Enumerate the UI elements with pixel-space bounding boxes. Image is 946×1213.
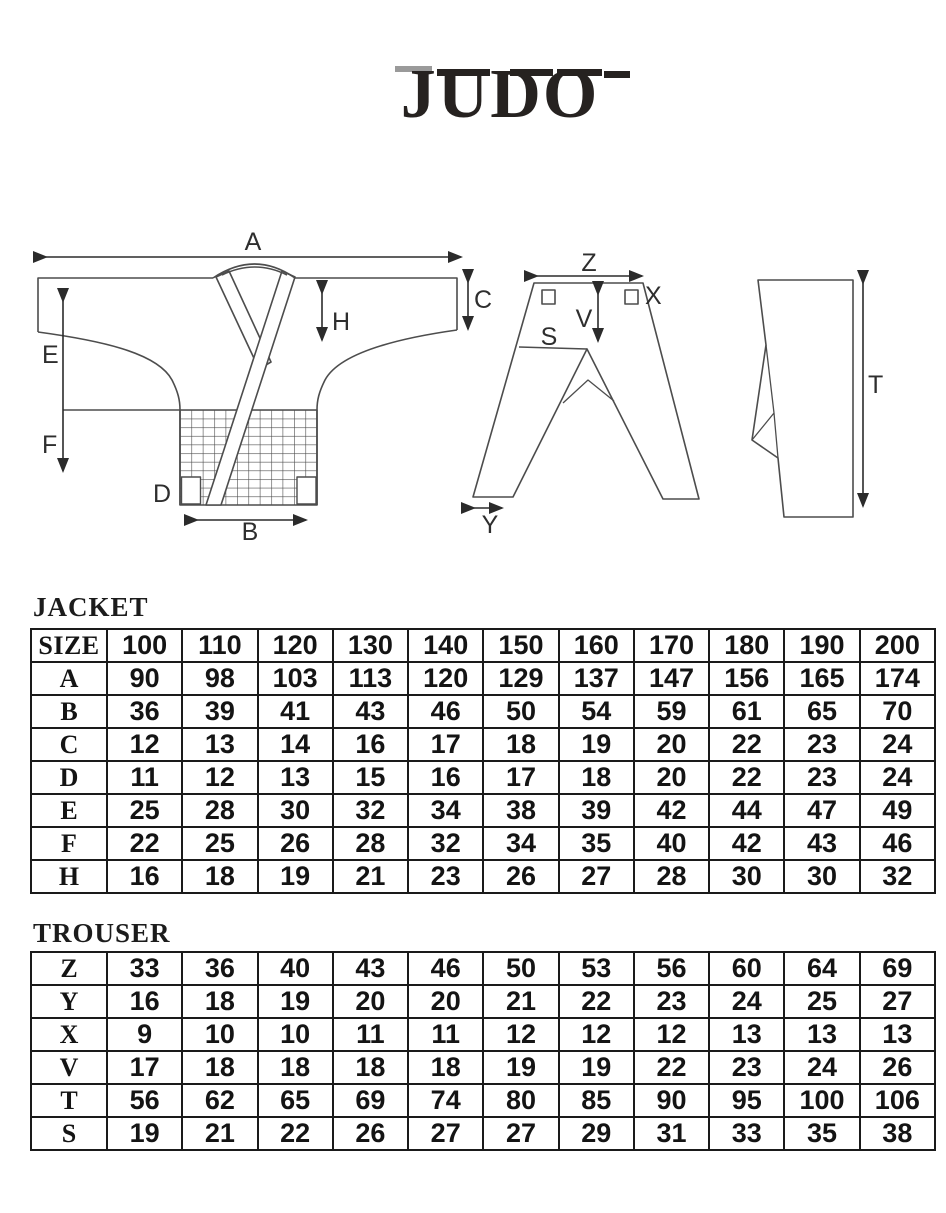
table-cell: 129 bbox=[483, 662, 558, 695]
table-cell: 65 bbox=[784, 695, 859, 728]
table-cell: 64 bbox=[784, 952, 859, 985]
table-cell: 10 bbox=[258, 1018, 333, 1051]
table-cell: 59 bbox=[634, 695, 709, 728]
table-cell: 100 bbox=[784, 1084, 859, 1117]
jacket-vent-left bbox=[182, 477, 201, 504]
table-cell: 120 bbox=[408, 662, 483, 695]
table-cell: 27 bbox=[559, 860, 634, 893]
row-label: V bbox=[31, 1051, 107, 1084]
table-cell: 62 bbox=[182, 1084, 257, 1117]
row-label: D bbox=[31, 761, 107, 794]
table-cell: 33 bbox=[107, 952, 182, 985]
size-col-header: 120 bbox=[258, 629, 333, 662]
table-cell: 13 bbox=[258, 761, 333, 794]
table-cell: 12 bbox=[634, 1018, 709, 1051]
table-cell: 27 bbox=[483, 1117, 558, 1150]
table-cell: 19 bbox=[559, 728, 634, 761]
table-cell: 113 bbox=[333, 662, 408, 695]
table-cell: 34 bbox=[483, 827, 558, 860]
table-cell: 65 bbox=[258, 1084, 333, 1117]
measurement-diagrams bbox=[0, 0, 946, 560]
table-cell: 42 bbox=[634, 794, 709, 827]
table-cell: 22 bbox=[709, 728, 784, 761]
table-cell: 13 bbox=[709, 1018, 784, 1051]
measure-label-t: T bbox=[868, 371, 884, 399]
table-cell: 19 bbox=[107, 1117, 182, 1150]
table-cell: 38 bbox=[483, 794, 558, 827]
table-cell: 40 bbox=[634, 827, 709, 860]
table-cell: 106 bbox=[860, 1084, 935, 1117]
table-cell: 33 bbox=[709, 1117, 784, 1150]
jacket-size-table bbox=[30, 628, 936, 894]
table-cell: 25 bbox=[784, 985, 859, 1018]
table-cell: 42 bbox=[709, 827, 784, 860]
belt-loop-right bbox=[625, 290, 638, 304]
table-cell: 18 bbox=[182, 1051, 257, 1084]
table-cell: 16 bbox=[408, 761, 483, 794]
table-cell: 32 bbox=[333, 794, 408, 827]
table-cell: 165 bbox=[784, 662, 859, 695]
table-cell: 39 bbox=[559, 794, 634, 827]
table-row bbox=[31, 952, 935, 985]
table-cell: 22 bbox=[634, 1051, 709, 1084]
table-cell: 16 bbox=[333, 728, 408, 761]
table-row bbox=[31, 728, 935, 761]
table-row bbox=[31, 1084, 935, 1117]
table-row bbox=[31, 629, 935, 662]
table-cell: 49 bbox=[860, 794, 935, 827]
table-cell: 80 bbox=[483, 1084, 558, 1117]
table-cell: 13 bbox=[784, 1018, 859, 1051]
table-cell: 69 bbox=[860, 952, 935, 985]
jacket-heading: JACKET bbox=[33, 592, 149, 622]
table-cell: 12 bbox=[483, 1018, 558, 1051]
measure-label-e: E bbox=[42, 341, 59, 369]
table-cell: 34 bbox=[408, 794, 483, 827]
table-cell: 28 bbox=[634, 860, 709, 893]
table-cell: 18 bbox=[182, 860, 257, 893]
size-col-header: 180 bbox=[709, 629, 784, 662]
table-row bbox=[31, 794, 935, 827]
table-cell: 31 bbox=[634, 1117, 709, 1150]
table-cell: 47 bbox=[784, 794, 859, 827]
table-row bbox=[31, 1051, 935, 1084]
row-label: Z bbox=[31, 952, 107, 985]
table-cell: 54 bbox=[559, 695, 634, 728]
table-cell: 50 bbox=[483, 695, 558, 728]
table-cell: 32 bbox=[408, 827, 483, 860]
table-cell: 20 bbox=[408, 985, 483, 1018]
table-cell: 24 bbox=[860, 761, 935, 794]
size-col-header: 100 bbox=[107, 629, 182, 662]
table-cell: 18 bbox=[333, 1051, 408, 1084]
table-cell: 23 bbox=[634, 985, 709, 1018]
table-cell: 74 bbox=[408, 1084, 483, 1117]
table-cell: 21 bbox=[333, 860, 408, 893]
table-cell: 23 bbox=[784, 761, 859, 794]
row-label: F bbox=[31, 827, 107, 860]
size-col-header: 130 bbox=[333, 629, 408, 662]
table-row bbox=[31, 860, 935, 893]
row-label: E bbox=[31, 794, 107, 827]
table-cell: 11 bbox=[107, 761, 182, 794]
table-cell: 19 bbox=[258, 860, 333, 893]
measure-label-a: A bbox=[244, 228, 262, 256]
table-cell: 40 bbox=[258, 952, 333, 985]
table-cell: 28 bbox=[182, 794, 257, 827]
table-cell: 60 bbox=[709, 952, 784, 985]
size-col-header: 170 bbox=[634, 629, 709, 662]
size-col-header: 200 bbox=[860, 629, 935, 662]
table-cell: 26 bbox=[333, 1117, 408, 1150]
table-cell: 22 bbox=[709, 761, 784, 794]
trouser-side-diagram bbox=[752, 280, 883, 517]
table-cell: 32 bbox=[860, 860, 935, 893]
trouser-heading: TROUSER bbox=[33, 918, 171, 948]
table-cell: 22 bbox=[258, 1117, 333, 1150]
row-label: C bbox=[31, 728, 107, 761]
table-cell: 17 bbox=[483, 761, 558, 794]
table-cell: 24 bbox=[709, 985, 784, 1018]
jacket-vent-right bbox=[297, 477, 316, 504]
trouser-front-diagram bbox=[473, 249, 699, 539]
table-cell: 21 bbox=[483, 985, 558, 1018]
table-cell: 20 bbox=[333, 985, 408, 1018]
table-cell: 19 bbox=[483, 1051, 558, 1084]
table-cell: 23 bbox=[784, 728, 859, 761]
table-cell: 43 bbox=[333, 695, 408, 728]
size-col-header: 160 bbox=[559, 629, 634, 662]
row-label: Y bbox=[31, 985, 107, 1018]
table-cell: 41 bbox=[258, 695, 333, 728]
table-cell: 23 bbox=[408, 860, 483, 893]
table-cell: 12 bbox=[182, 761, 257, 794]
table-cell: 90 bbox=[107, 662, 182, 695]
measure-label-x: X bbox=[645, 282, 662, 310]
table-cell: 50 bbox=[483, 952, 558, 985]
table-cell: 61 bbox=[709, 695, 784, 728]
row-label: B bbox=[31, 695, 107, 728]
table-cell: 28 bbox=[333, 827, 408, 860]
table-cell: 20 bbox=[634, 728, 709, 761]
table-cell: 30 bbox=[784, 860, 859, 893]
table-row bbox=[31, 827, 935, 860]
table-cell: 26 bbox=[258, 827, 333, 860]
table-cell: 23 bbox=[709, 1051, 784, 1084]
table-cell: 19 bbox=[559, 1051, 634, 1084]
table-cell: 27 bbox=[860, 985, 935, 1018]
table-cell: 29 bbox=[559, 1117, 634, 1150]
table-cell: 13 bbox=[860, 1018, 935, 1051]
table-cell: 174 bbox=[860, 662, 935, 695]
table-cell: 18 bbox=[559, 761, 634, 794]
table-cell: 103 bbox=[258, 662, 333, 695]
table-cell: 35 bbox=[559, 827, 634, 860]
table-cell: 16 bbox=[107, 860, 182, 893]
table-cell: 15 bbox=[333, 761, 408, 794]
table-cell: 38 bbox=[860, 1117, 935, 1150]
size-col-header: 140 bbox=[408, 629, 483, 662]
table-cell: 24 bbox=[784, 1051, 859, 1084]
table-cell: 30 bbox=[258, 794, 333, 827]
table-row bbox=[31, 761, 935, 794]
table-cell: 16 bbox=[107, 985, 182, 1018]
measure-label-d: D bbox=[153, 480, 172, 508]
table-cell: 17 bbox=[408, 728, 483, 761]
table-cell: 25 bbox=[107, 794, 182, 827]
table-cell: 12 bbox=[107, 728, 182, 761]
table-cell: 9 bbox=[107, 1018, 182, 1051]
table-cell: 85 bbox=[559, 1084, 634, 1117]
table-cell: 17 bbox=[107, 1051, 182, 1084]
table-cell: 56 bbox=[634, 952, 709, 985]
belt-loop-left bbox=[542, 290, 555, 304]
table-cell: 25 bbox=[182, 827, 257, 860]
size-header: SIZE bbox=[31, 629, 107, 662]
table-cell: 22 bbox=[107, 827, 182, 860]
size-col-header: 150 bbox=[483, 629, 558, 662]
table-cell: 44 bbox=[709, 794, 784, 827]
table-cell: 13 bbox=[182, 728, 257, 761]
table-cell: 137 bbox=[559, 662, 634, 695]
table-cell: 46 bbox=[408, 695, 483, 728]
row-label: T bbox=[31, 1084, 107, 1117]
table-cell: 18 bbox=[408, 1051, 483, 1084]
table-cell: 43 bbox=[784, 827, 859, 860]
table-cell: 27 bbox=[408, 1117, 483, 1150]
table-cell: 98 bbox=[182, 662, 257, 695]
table-row bbox=[31, 985, 935, 1018]
table-cell: 35 bbox=[784, 1117, 859, 1150]
table-cell: 95 bbox=[709, 1084, 784, 1117]
page-title: JUDO bbox=[400, 56, 600, 133]
measure-label-b: B bbox=[241, 518, 259, 546]
table-cell: 26 bbox=[860, 1051, 935, 1084]
row-label: A bbox=[31, 662, 107, 695]
table-cell: 46 bbox=[408, 952, 483, 985]
table-cell: 70 bbox=[860, 695, 935, 728]
table-row bbox=[31, 1117, 935, 1150]
table-row bbox=[31, 1018, 935, 1051]
table-cell: 18 bbox=[182, 985, 257, 1018]
table-cell: 21 bbox=[182, 1117, 257, 1150]
trouser-size-table bbox=[30, 951, 936, 1151]
measure-label-z: Z bbox=[581, 249, 597, 277]
jacket-diagram bbox=[38, 228, 492, 546]
table-cell: 46 bbox=[860, 827, 935, 860]
table-cell: 36 bbox=[182, 952, 257, 985]
measure-label-c: C bbox=[474, 286, 493, 314]
table-cell: 22 bbox=[559, 985, 634, 1018]
table-cell: 11 bbox=[408, 1018, 483, 1051]
table-cell: 69 bbox=[333, 1084, 408, 1117]
table-cell: 12 bbox=[559, 1018, 634, 1051]
table-cell: 26 bbox=[483, 860, 558, 893]
table-cell: 90 bbox=[634, 1084, 709, 1117]
table-row bbox=[31, 695, 935, 728]
measure-label-v: V bbox=[575, 305, 593, 333]
table-cell: 10 bbox=[182, 1018, 257, 1051]
measure-label-y: Y bbox=[481, 511, 499, 539]
table-cell: 39 bbox=[182, 695, 257, 728]
row-label: H bbox=[31, 860, 107, 893]
table-cell: 147 bbox=[634, 662, 709, 695]
size-col-header: 110 bbox=[182, 629, 257, 662]
table-cell: 18 bbox=[483, 728, 558, 761]
table-cell: 36 bbox=[107, 695, 182, 728]
table-cell: 30 bbox=[709, 860, 784, 893]
table-cell: 56 bbox=[107, 1084, 182, 1117]
table-cell: 11 bbox=[333, 1018, 408, 1051]
table-cell: 20 bbox=[634, 761, 709, 794]
size-col-header: 190 bbox=[784, 629, 859, 662]
table-cell: 18 bbox=[258, 1051, 333, 1084]
measure-label-f: F bbox=[42, 431, 58, 459]
table-cell: 43 bbox=[333, 952, 408, 985]
table-cell: 156 bbox=[709, 662, 784, 695]
table-cell: 53 bbox=[559, 952, 634, 985]
side-leg-outline bbox=[752, 280, 853, 517]
table-cell: 14 bbox=[258, 728, 333, 761]
measure-label-h: H bbox=[332, 308, 351, 336]
row-label: S bbox=[31, 1117, 107, 1150]
table-cell: 24 bbox=[860, 728, 935, 761]
row-label: X bbox=[31, 1018, 107, 1051]
measure-label-s: S bbox=[540, 323, 558, 351]
table-cell: 19 bbox=[258, 985, 333, 1018]
table-row bbox=[31, 662, 935, 695]
